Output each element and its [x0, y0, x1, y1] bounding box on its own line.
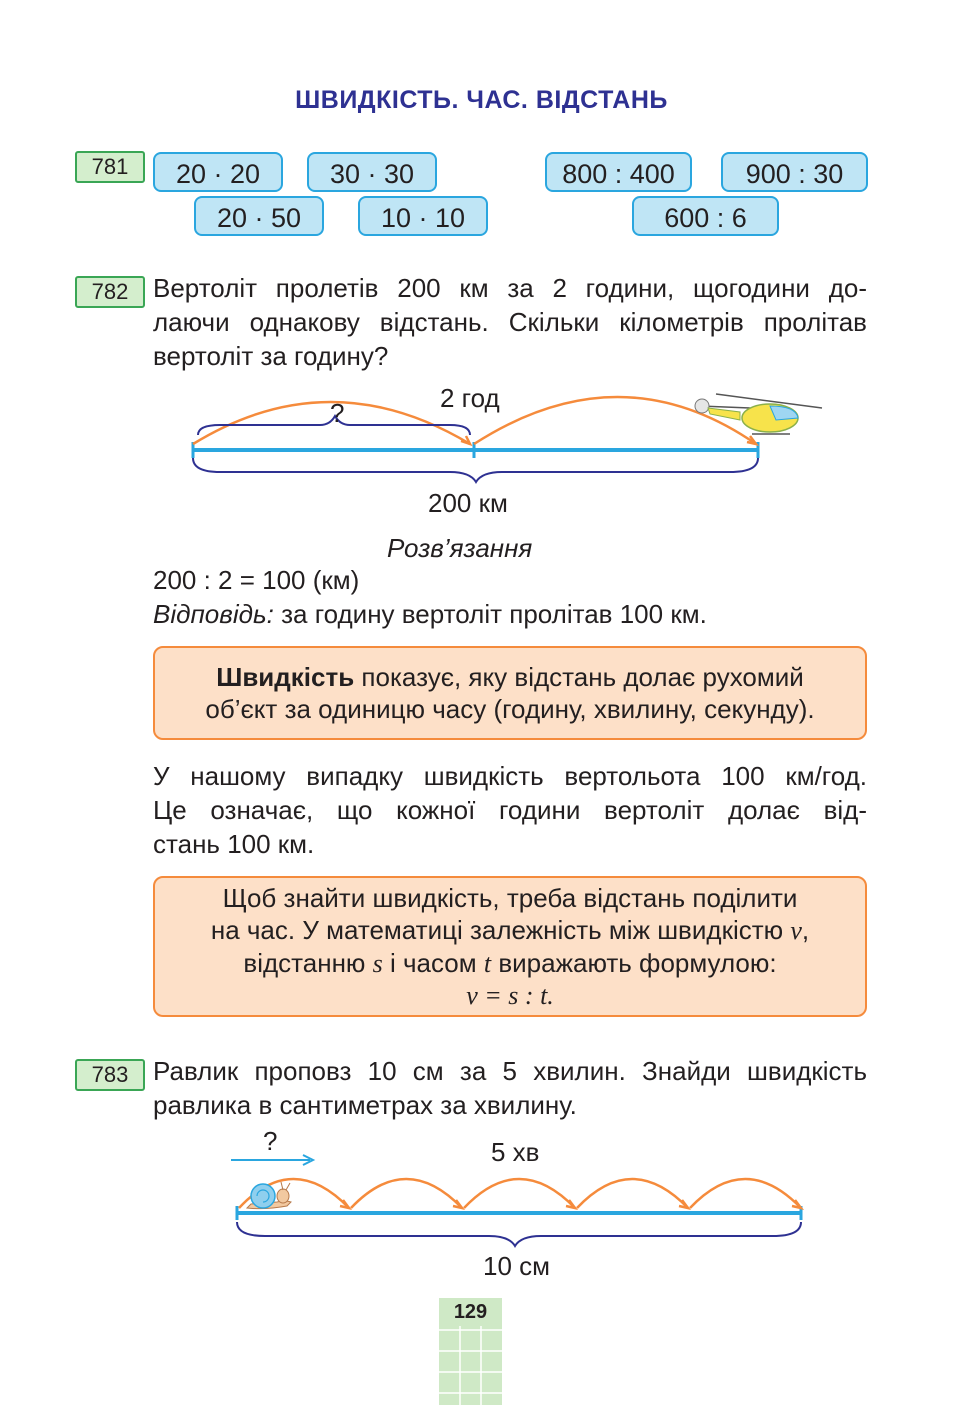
answer: Відповідь: за годину вертоліт пролітав 100 км. — [153, 599, 707, 629]
helicopter-diagram — [180, 380, 840, 520]
expression-box: 30 · 30 — [307, 152, 437, 192]
expression-box: 900 : 30 — [721, 152, 868, 192]
arc-hour-2 — [474, 397, 756, 444]
task-number-783: 783 — [75, 1059, 145, 1091]
expression-box: 20 · 20 — [153, 152, 283, 192]
page-number-text: 129 — [453, 1301, 488, 1323]
task-number-782: 782 — [75, 276, 145, 308]
rule-formula-box: Щоб знайти швидкість, треба відстань поділити на час. У математиці залежність між швидкістю v, відстанню s і часом t виражають формулою: v = s : t. — [153, 876, 867, 1017]
grid-pattern — [439, 1326, 502, 1405]
solution-heading: Розв’язання — [387, 533, 533, 563]
solution: 200 : 2 = 100 (км) — [153, 565, 360, 595]
task-number-781: 781 — [75, 151, 145, 183]
expression-box: 10 · 10 — [358, 196, 488, 236]
distance-label: 200 км — [428, 488, 508, 518]
expression-box: 20 · 50 — [194, 196, 324, 236]
task-782-text: Вертоліт пролетів 200 км за 2 години, щогодини до- лаючи однакову відстань. Скільки кілометрів пролітав вертоліт за годину? — [153, 273, 867, 371]
distance-brace — [237, 1222, 801, 1246]
time-label: 2 год — [440, 383, 500, 413]
time-label: 5 хв — [491, 1137, 540, 1167]
distance-label: 10 см — [483, 1251, 551, 1281]
rule-speed-box: Швидкість показує, яку відстань долає рухомий об’єкт за одиницю часу (годину, хвилину, секунду). — [153, 646, 867, 740]
expression-box: 800 : 400 — [545, 152, 692, 192]
question-label: ? — [330, 398, 345, 428]
helicopter-icon — [695, 394, 822, 434]
snail-icon — [247, 1182, 291, 1209]
expression-box: 600 : 6 — [632, 196, 779, 236]
minute-arcs — [239, 1179, 801, 1208]
task-783-text: Равлик проповз 10 см за 5 хвилин. Знайди швидкість равлика в сантиметрах за хвилину. — [153, 1056, 867, 1120]
page-number — [439, 1298, 502, 1405]
speed-formula: v = s : t. — [466, 981, 554, 1010]
page-title: ШВИДКІСТЬ. ЧАС. ВІДСТАНЬ — [295, 86, 668, 114]
question-label: ? — [263, 1126, 278, 1156]
explanation-text: У нашому випадку швидкість вертольота 100 км/год. Це означає, що кожної години вертоліт долає від- стань 100 км. — [153, 761, 867, 859]
distance-brace — [193, 458, 758, 482]
